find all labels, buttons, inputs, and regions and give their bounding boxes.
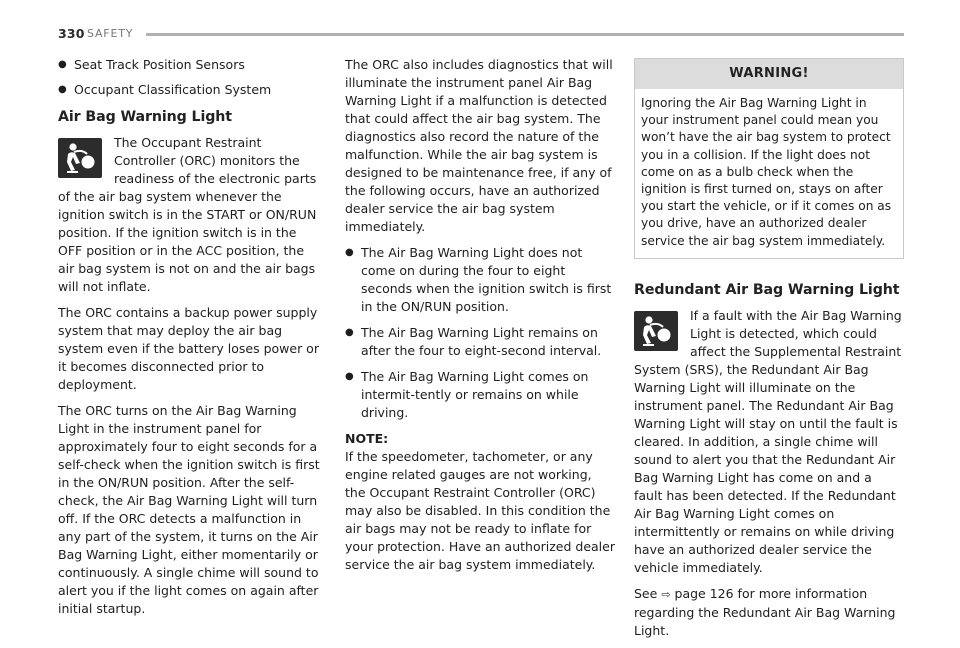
list-item (58, 56, 324, 74)
note-label: NOTE: (345, 431, 389, 446)
list-item-text: Occupant Classification System (74, 82, 272, 97)
section-heading: Air Bag Warning Light (58, 109, 232, 125)
page-link[interactable]: page 126 for more information regarding the Redundant Air Bag Warning Light. (634, 585, 896, 638)
bullet-icon: ● (58, 84, 67, 95)
warning-text: Ignoring the Air Bag Warning Light in your instrument panel could mean you won’t have the air bag system to protect you in a collision. If the light does not come on as a bulb check when the ignition is first turned on, stays on after you start the vehicle, or if it comes on as you drive, have an authorized dealer service the air bag system immediately. (641, 96, 892, 248)
header-rule (146, 33, 904, 36)
note-text: If the speedometer, tachometer, or any engine related gauges are not working, the Occupant Restraint Controller (ORC) may also be disabled. In this condition the air bags may not be ready to inflate for your protection. Have an authorized dealer service the air bag system immediately. (345, 449, 615, 572)
list-item (345, 324, 615, 360)
list-item-text: The Air Bag Warning Light does not come on during the four to eight seconds when the ignition switch is first in the ON/RUN position. (361, 245, 612, 314)
page-number: 330 (58, 26, 85, 41)
list-item (58, 81, 324, 99)
list-item (345, 244, 615, 316)
arrow-right-icon: ⇨ (661, 587, 671, 601)
warning-title: WARNING! (635, 59, 903, 89)
page-header (58, 26, 904, 46)
list-item-text: The Air Bag Warning Light comes on intermit-tently or remains on while driving. (361, 369, 589, 420)
bullet-icon: ● (345, 247, 354, 258)
warning-box (634, 58, 904, 259)
cross-reference: See ⇨ page 126 for more information regarding the Redundant Air Bag Warning Light. (634, 585, 896, 638)
paragraph: If a fault with the Air Bag Warning Light is detected, which could affect the Supplemental Restraint System (SRS), the Redundant Air Bag Warning Light will illuminate on the instrument panel. The Redundant Air Bag Warning Light will stay on until the fault is cleared. In addition, a single chime will sound to alert you that the Redundant Air Bag Warning Light has come on and a fault has been detected. If the Redundant Air Bag Warning Light comes on intermittently or remains on while driving have an authorized dealer service the vehicle immediately. (634, 307, 902, 575)
section-heading: Redundant Air Bag Warning Light (634, 281, 900, 298)
bullet-icon: ● (345, 327, 354, 338)
list-item-text: The Air Bag Warning Light remains on after the four to eight-second interval. (361, 325, 602, 358)
section-title: SAFETY (87, 27, 134, 40)
bullet-icon: ● (58, 59, 67, 70)
paragraph: The ORC also includes diagnostics that will illuminate the instrument panel Air Bag Warning Light if a malfunction is detected that could affect the air bag system. The diagnostics also record the nature of the malfunction. While the air bag system is designed to be maintenance free, if any of the following occurs, have an authorized dealer service the air bag system immediately. (345, 57, 613, 234)
paragraph: The ORC turns on the Air Bag Warning Light in the instrument panel for approximately four to eight seconds for a self-check when the ignition switch is first in the ON/RUN position. After the self-check, the Air Bag Warning Light will turn off. If the ORC detects a malfunction in any part of the system, it turns on the Air Bag Warning Light, either momentarily or continuously. A single chime will sound to alert you if the light comes on again after initial startup. (58, 403, 320, 616)
paragraph: The Occupant Restraint Controller (ORC) monitors the readiness of the electronic parts of the air bag system whenever the ignition switch is in the START or ON/RUN position. If the ignition switch is in the OFF position or in the ACC position, the air bag system is not on and the air bags will not inflate. (58, 135, 317, 294)
column-right (634, 58, 904, 648)
column-left (58, 56, 324, 626)
list-item (345, 368, 615, 422)
paragraph: The ORC contains a backup power supply system that may deploy the air bag system even if the battery loses power or it becomes disconnected prior to deployment. (58, 305, 319, 392)
column-middle (345, 56, 615, 582)
airbag-warning-icon (58, 138, 102, 178)
airbag-warning-icon (634, 311, 678, 351)
bullet-icon: ● (345, 371, 354, 382)
list-item-text: Seat Track Position Sensors (74, 57, 245, 72)
